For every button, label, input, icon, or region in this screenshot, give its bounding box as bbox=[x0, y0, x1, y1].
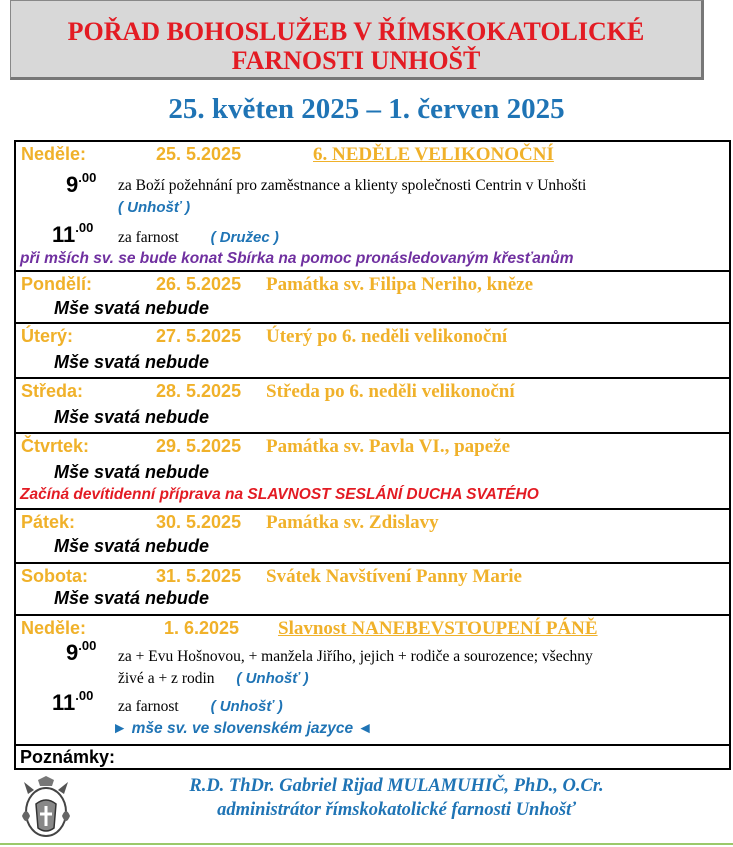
day-date: 31. 5.2025 bbox=[156, 566, 242, 586]
mass-place: ( Unhošť ) bbox=[236, 670, 309, 687]
footer-priest-role: administrátor římskokatolické farnosti Unhošť bbox=[217, 800, 576, 820]
mass-hour: 9 bbox=[66, 172, 79, 197]
mass-minutes: .00 bbox=[75, 220, 94, 235]
header-box bbox=[10, 0, 704, 80]
no-mass-text: Mše svatá nebude bbox=[54, 352, 210, 372]
day-row-thursday bbox=[16, 434, 729, 510]
day-date: 29. 5.2025 bbox=[156, 436, 242, 456]
mass-intention bbox=[118, 696, 283, 718]
mass-intention-text: za Boží požehnání pro zaměstnance a klienty společnosti Centrin v Unhošti bbox=[118, 177, 587, 194]
day-title: Svátek Navštívení Panny Marie bbox=[266, 566, 522, 587]
mass-place: ( Družec ) bbox=[210, 229, 279, 246]
mass-intention-text: za + Evu Hošnovou, + manžela Jiřího, jejich + rodiče a sourozence; všechny bbox=[118, 648, 593, 665]
footer-priest-name: R.D. ThDr. Gabriel Rijad MULAMUHIČ, PhD., O.Cr. bbox=[189, 776, 604, 796]
mass-time bbox=[52, 222, 93, 248]
day-name: Sobota: bbox=[21, 566, 88, 586]
day-name: Úterý: bbox=[21, 326, 74, 346]
day-date: 28. 5.2025 bbox=[156, 381, 242, 401]
notes-row bbox=[16, 746, 729, 770]
day-row-sunday-2 bbox=[16, 616, 729, 746]
slovak-mass-note: ► mše sv. ve slovenském jazyce ◄ bbox=[112, 720, 373, 737]
day-title: Slavnost NANEBEVSTOUPENÍ PÁNĚ bbox=[278, 618, 598, 639]
collection-note: při mších sv. se bude konat Sbírka na pomoc pronásledovaným křesťanům bbox=[20, 250, 574, 267]
day-name: Pondělí: bbox=[21, 274, 92, 294]
no-mass-text: Mše svatá nebude bbox=[54, 407, 210, 427]
day-name: Středa: bbox=[21, 381, 84, 401]
day-row-monday bbox=[16, 272, 729, 324]
footer-signature bbox=[0, 774, 733, 822]
day-date: 1. 6.2025 bbox=[164, 618, 240, 638]
day-title: Památka sv. Filipa Neriho, kněze bbox=[266, 274, 534, 295]
day-row-saturday bbox=[16, 564, 729, 616]
day-title: Středa po 6. neděli velikonoční bbox=[266, 381, 515, 402]
mass-intention bbox=[118, 227, 279, 249]
mass-hour: 11 bbox=[52, 222, 76, 247]
bottom-divider bbox=[0, 843, 733, 845]
day-name: Pátek: bbox=[21, 512, 76, 532]
header-title-line1: POŘAD BOHOSLUŽEB V ŘÍMSKOKATOLICKÉ bbox=[67, 17, 645, 46]
day-row-friday bbox=[16, 510, 729, 564]
schedule-table bbox=[14, 140, 731, 770]
mass-minutes: .00 bbox=[78, 170, 97, 185]
day-title: Úterý po 6. neděli velikonoční bbox=[266, 326, 508, 347]
mass-place: ( Unhošť ) bbox=[210, 698, 283, 715]
day-date: 27. 5.2025 bbox=[156, 326, 242, 346]
mass-time bbox=[66, 640, 96, 666]
preparation-note: Začíná devítidenní příprava na SLAVNOST SESLÁNÍ DUCHA SVATÉHO bbox=[20, 486, 539, 503]
day-title: Památka sv. Zdislavy bbox=[266, 512, 439, 533]
day-name: Neděle: bbox=[21, 144, 87, 164]
no-mass-text: Mše svatá nebude bbox=[54, 536, 210, 556]
mass-place: ( Unhošť ) bbox=[118, 199, 191, 216]
day-name: Neděle: bbox=[21, 618, 87, 638]
day-title: 6. NEDĚLE VELIKONOČNÍ bbox=[313, 144, 554, 165]
date-range: 25. květen 2025 – 1. červen 2025 bbox=[168, 93, 565, 125]
day-row-tuesday bbox=[16, 324, 729, 379]
day-date: 26. 5.2025 bbox=[156, 274, 242, 294]
mass-time bbox=[52, 690, 93, 716]
day-row-sunday-1 bbox=[16, 142, 729, 272]
day-date: 25. 5.2025 bbox=[156, 144, 242, 164]
mass-intention-text: za farnost bbox=[118, 229, 179, 246]
mass-intention bbox=[118, 175, 586, 219]
no-mass-text: Mše svatá nebude bbox=[54, 588, 210, 608]
day-date: 30. 5.2025 bbox=[156, 512, 242, 532]
mass-minutes: .00 bbox=[75, 688, 94, 703]
mass-hour: 9 bbox=[66, 640, 79, 665]
mass-hour: 11 bbox=[52, 690, 76, 715]
mass-intention-text: za farnost bbox=[118, 698, 179, 715]
mass-minutes: .00 bbox=[78, 638, 97, 653]
day-name: Čtvrtek: bbox=[21, 436, 90, 456]
header-title-line2: FARNOSTI UNHOŠŤ bbox=[231, 46, 481, 75]
notes-label: Poznámky: bbox=[20, 747, 116, 767]
mass-intention bbox=[118, 646, 593, 690]
day-title: Památka sv. Pavla VI., papeže bbox=[266, 436, 511, 457]
no-mass-text: Mše svatá nebude bbox=[54, 298, 210, 318]
mass-time bbox=[66, 172, 96, 198]
day-row-wednesday bbox=[16, 379, 729, 434]
no-mass-text: Mše svatá nebude bbox=[54, 462, 210, 482]
mass-intention-text: živé a + z rodin bbox=[118, 670, 215, 687]
